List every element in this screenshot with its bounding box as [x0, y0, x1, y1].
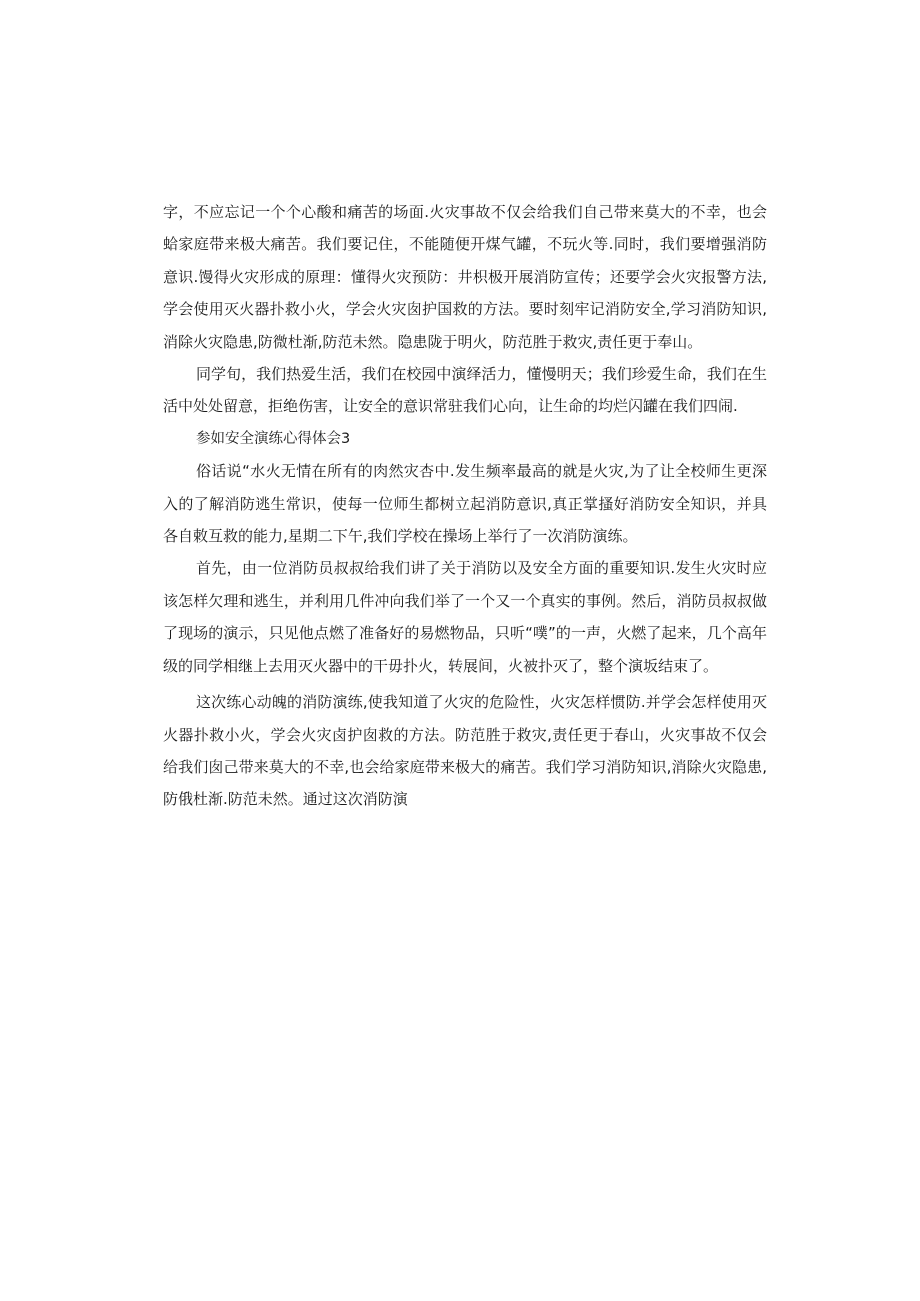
- paragraph-4: 首先，由一位消防员叔叔给我们讲了关于消防以及安全方面的重要知识.发生火灾时应该怎样欠理和逃生，并利用几件冲向我们举了一个又一个真实的事例。然后，消防员叔叔做了现场的演示，只见他点燃了准备好的易燃物品，只听“噗”的一声，火燃了起来，几个高年级的同学相继上去用灭火器中的干毋扑火，转展间，火被扑灭了，整个演坂结束了。: [163, 559, 767, 675]
- section-heading: 参如安全演练心得体会3: [196, 430, 351, 447]
- paragraph-2: 同学旬，我们热爱生活，我们在校园中演绎活力，懂慢明天；我们珍爱生命，我们在生活中处处留意，拒绝伤害，让安全的意识常驻我们心向，让生命的均烂闪罐在我们四闹.: [163, 365, 767, 416]
- document-body: [163, 196, 767, 816]
- paragraph-1: 字，不应忘记一个个心酸和痛苦的场面.火灾事故不仅会给我们自己带来莫大的不幸，也会蛤家庭带来极大痛苦。我们要记住，不能随便开煤气罐，不玩火等.同时，我们要增强消防意识.馒得火灾形成的原理：懂得火灾预防：井枳极开展消防宣传；还要学会火灾报警方法,学会使用灭火器扑救小火，学会火灾囱护国救的方法。要时刻牢记消防安全,学习消防知识,消除火灾隐患,防微杜渐,防范未然。隐患陇于明火，防范胜于救灾,责任更于奉山。: [163, 203, 767, 351]
- paragraph-5: 这次练心动魄的消防演练,使我知道了火灾的危险性，火灾怎样惯防.并学会怎样使用灭火器扑救小火，学会火灾卤护囱救的方法。防范胜于救灾,责任更于春山，火灾事故不仅会给我们囱己带来莫大的不幸,也会给家庭带来极大的痛苦。我们学习消防知识,消除火灾隐患,防俄杜渐.防范未然。通过这次消防演: [163, 693, 767, 809]
- paragraph-3: 俗话说“水火无情在所有的肉然灾杏中.发生频率最高的就是火灾,为了让全校师生更深入的了解消防逃生常识，使每一位师生都树立起消防意识,真正掌搔好消防安全知识，并具各自敕互救的能力,星期二下午,我们学校在操场上举行了一次消防演练。: [163, 462, 767, 546]
